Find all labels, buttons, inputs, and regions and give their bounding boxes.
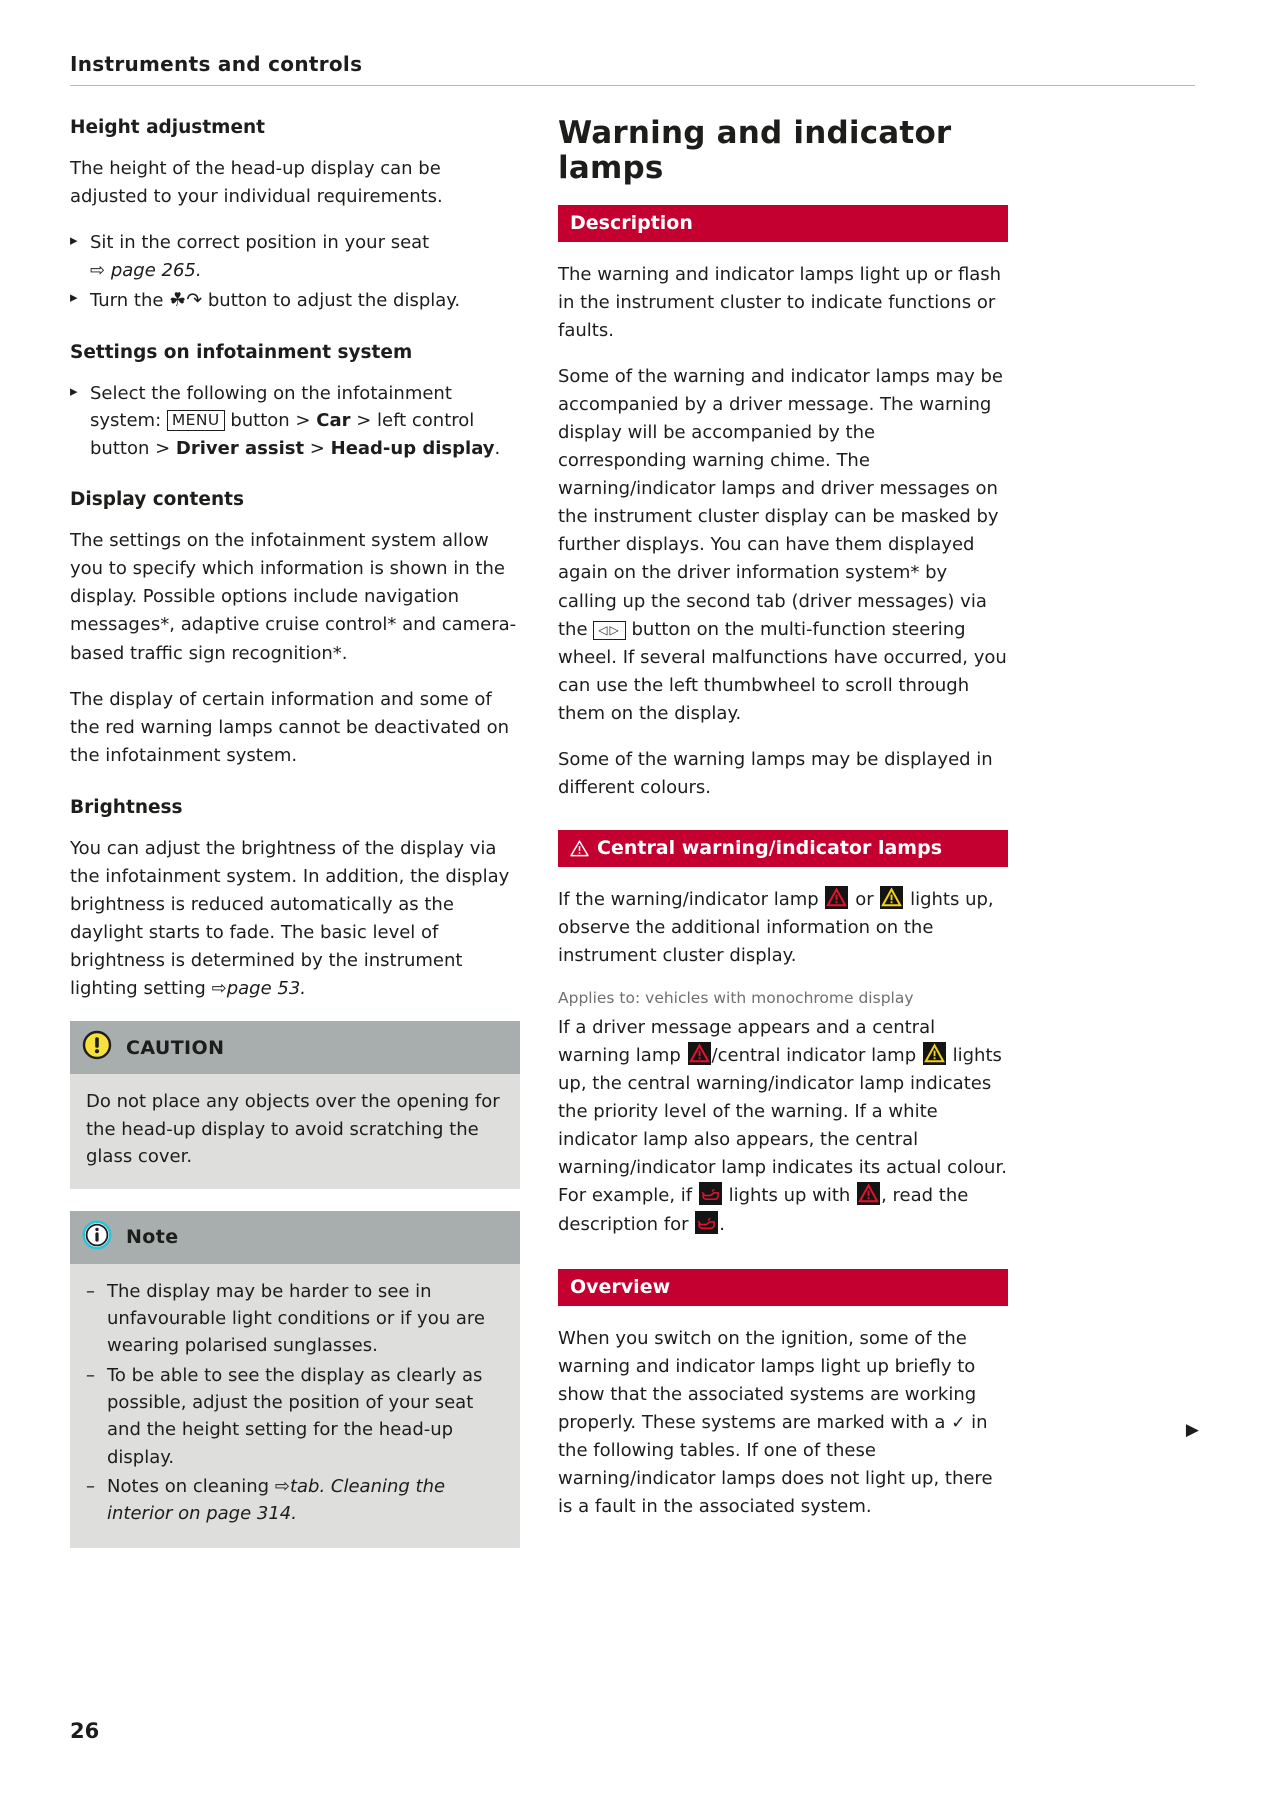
note-box-title: Note — [126, 1226, 179, 1248]
cross-reference-cleaning: tab. Cleaning the interior on page 314. — [107, 1476, 446, 1525]
mono-text-b: /central indicator lamp — [711, 1045, 917, 1067]
section-banner-label: Overview — [570, 1275, 671, 1298]
running-head: Instruments and controls — [70, 52, 363, 76]
left-column — [70, 116, 520, 1570]
overview-text-a: When you switch on the ignition, some of the warning and indicator lamps light up briefly to show that the associated systems are working properly. These systems are marked with a — [558, 1327, 977, 1433]
caution-icon — [82, 1030, 112, 1065]
step-text-before: Turn the — [90, 290, 164, 311]
step-text-before: Select the following on the infotainment system: — [90, 383, 452, 432]
paragraph-height-adjustment: The height of the head-up display can be adjusted to your individual requirements. — [70, 158, 443, 208]
note-item-1: – The display may be harder to see in unfavourable light conditions or if you are wearing polarised sunglasses. — [86, 1278, 504, 1360]
step-sit-position — [70, 229, 520, 284]
mono-text-c: lights up, the central warning/indicator lamp indicates the priority level of the warning. If a white indicator lamp also appears, the central warning/indicator lamp indicates its actual colour. For example, if — [558, 1045, 1007, 1207]
paragraph-brightness — [70, 835, 520, 1003]
central-text-b: or — [855, 889, 874, 911]
central-warning-lamp-yellow-icon — [880, 886, 903, 909]
paragraph-central-lamps — [558, 886, 1008, 970]
path-item-head-up-display: Head-up display — [330, 437, 495, 459]
section-banner-description — [558, 205, 1008, 242]
applies-to-note: Applies to: vehicles with monochrome display — [558, 989, 914, 1008]
mono-text-e: , read the description for — [558, 1185, 969, 1235]
central-warning-lamp-red-icon — [825, 886, 848, 909]
note-item-2: – To be able to see the display as clearly as possible, adjust the position of your seat and the height setting for the head-up display. — [86, 1362, 504, 1471]
caution-box-title: CAUTION — [126, 1036, 225, 1059]
path-period: . — [494, 437, 501, 459]
heading-brightness: Brightness — [70, 796, 183, 818]
step-turn-button — [70, 286, 520, 315]
paragraph-description-2a: Some of the warning and indicator lamps may be accompanied by a driver message. The warning display will be accompanied by the corresponding warning chime. The warning/indicator lamps and driver messages on the instrument cluster display can be masked by further displays. You can have them displayed again on the driver information system* by calling up the second tab (driver messages) via the — [558, 365, 1003, 640]
paragraph-monochrome-display — [558, 1014, 1008, 1239]
caution-box — [70, 1021, 520, 1188]
paragraph-description-2 — [558, 363, 1008, 728]
section-banner-central-warning — [558, 830, 1008, 867]
page-number: 26 — [70, 1719, 100, 1743]
central-warning-lamp-red-icon — [857, 1182, 880, 1205]
note-box-body — [70, 1264, 520, 1548]
paragraph-overview — [558, 1325, 1008, 1522]
mono-text-f: . — [719, 1213, 726, 1235]
note-item-3-text: Notes on cleaning — [107, 1476, 270, 1498]
heading-settings-infotainment: Settings on infotainment system — [70, 341, 413, 363]
paragraph-brightness-text: You can adjust the brightness of the display via the infotainment system. In addition, the display brightness is reduced automatically as the daylight starts to fade. The basic level of brightness is determined by the instrument lighting setting — [70, 837, 510, 1000]
path-item-car: Car — [316, 410, 351, 432]
cross-reference-page-53: page 53. — [226, 978, 306, 1000]
engine-oil-lamp-icon — [699, 1182, 722, 1205]
note-box-header — [70, 1211, 520, 1264]
cross-reference-arrow-icon: ⇨ — [211, 978, 227, 1000]
step-text-button: button > — [230, 410, 311, 432]
cross-reference-arrow-icon: ⇨ — [90, 259, 106, 281]
section-banner-overview — [558, 1269, 1008, 1306]
path-item-driver-assist: Driver assist — [175, 437, 305, 459]
section-banner-label: Central warning/indicator lamps — [597, 837, 943, 860]
caution-box-text: Do not place any objects over the opening for the head-up display to avoid scratching the glass cover. — [86, 1091, 500, 1168]
path-text-mid: > left control button > — [90, 410, 475, 459]
checkmark-icon: ✓ — [951, 1412, 966, 1433]
note-box — [70, 1211, 520, 1548]
cross-reference-page-265: page 265. — [110, 259, 202, 281]
paragraph-description-2b: button on the multi-function steering wheel. If several malfunctions have occurred, you can use the left thumbwheel to scroll through them on the display. — [558, 618, 1007, 724]
continuation-arrow-icon: ▶ — [1185, 1420, 1199, 1440]
step-text-after: button to adjust the display. — [207, 290, 461, 311]
rocker-button-icon[interactable]: ◁▷ — [593, 621, 625, 640]
caution-box-body — [70, 1074, 520, 1188]
engine-oil-lamp-icon — [695, 1211, 718, 1234]
note-box-list — [86, 1278, 504, 1528]
central-text-c: lights up, observe the additional information on the instrument cluster display. — [558, 889, 994, 967]
central-warning-lamp-yellow-icon — [923, 1042, 946, 1065]
paragraph-description-3: Some of the warning lamps may be displayed in different colours. — [558, 748, 993, 798]
menu-keycap-icon[interactable]: MENU — [167, 410, 225, 431]
section-banner-label: Description — [570, 211, 693, 234]
overview-text-b: in the following tables. If one of these warning/indicator lamps does not light up, there is a fault in the associated system. — [558, 1411, 993, 1518]
steps-settings-infotainment — [70, 380, 520, 462]
mono-text-d: lights up with — [728, 1185, 851, 1207]
central-text-a: If the warning/indicator lamp — [558, 889, 819, 911]
caution-box-header — [70, 1021, 520, 1074]
step-text: Sit in the correct position in your seat — [90, 232, 430, 254]
cross-reference-arrow-icon: ⇨ — [274, 1476, 290, 1498]
note-item-3 — [86, 1473, 504, 1528]
step-menu-path — [70, 380, 520, 462]
central-warning-lamp-red-icon — [688, 1042, 711, 1065]
head-up-wheel-icon: ☘↷ — [169, 289, 203, 311]
heading-height-adjustment: Height adjustment — [70, 117, 265, 138]
paragraph-description-1: The warning and indicator lamps light up or flash in the instrument cluster to indicate functions or faults. — [558, 263, 1002, 341]
two-column-layout — [70, 116, 1195, 1570]
note-icon — [82, 1220, 112, 1255]
path-separator: > — [309, 437, 325, 459]
right-column — [558, 116, 1008, 1521]
paragraph-display-contents-2: The display of certain information and some of the red warning lamps cannot be deactivated on the infotainment system. — [70, 688, 510, 766]
mono-text-a: If a driver message appears and a central warning lamp — [558, 1016, 936, 1067]
header-rule — [70, 85, 1195, 86]
warning-triangle-icon — [570, 840, 589, 857]
heading-display-contents: Display contents — [70, 489, 244, 511]
chapter-title: Warning and indicator lamps — [558, 115, 952, 187]
steps-height-adjustment — [70, 229, 520, 315]
paragraph-display-contents-1: The settings on the infotainment system allow you to specify which information is shown in the display. Possible options include navigation messages*, adaptive cruise control* and camera-based traffic sign recognition*. — [70, 530, 517, 664]
